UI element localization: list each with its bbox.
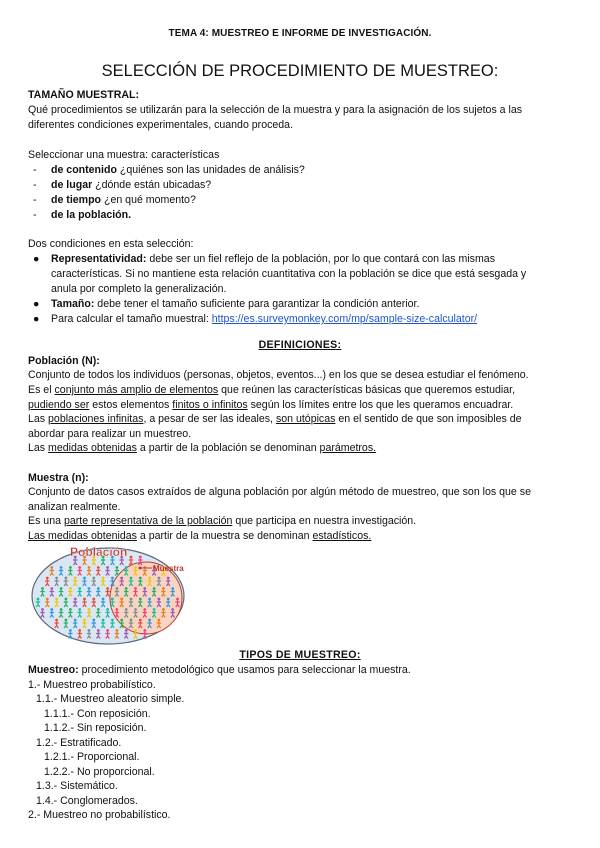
- types-list-item: 1.4.- Conglomerados.: [36, 795, 138, 807]
- paragraph-line: Las medidas obtenidas a partir de la muestra se denominan estadísticos.: [28, 530, 372, 542]
- sample-size-calculator-link[interactable]: https://es.surveymonkey.com/mp/sample-size-calculator/: [211, 313, 478, 325]
- paragraph-line: Las medidas obtenidas a partir de la población se denominan parámetros.: [28, 442, 377, 454]
- section-heading-tamano: TAMAÑO MUESTRAL:: [28, 89, 140, 101]
- page-title: SELECCIÓN DE PROCEDIMIENTO DE MUESTREO:: [101, 62, 499, 80]
- types-list-item: 1.3.- Sistemático.: [36, 780, 118, 792]
- characteristics-intro: Seleccionar una muestra: características: [28, 149, 220, 161]
- types-list-item: 1.1.2.- Sin reposición.: [44, 722, 147, 734]
- paragraph-line: Las poblaciones infinitas, a pesar de ser las ideales, son utópicas en el sentido de que son imposibles de: [28, 413, 522, 425]
- muestra-pointer-dot: [139, 567, 142, 570]
- paragraph-line: abordar para realizar un muestreo.: [28, 428, 192, 440]
- muestra-heading: Muestra (n):: [28, 472, 89, 484]
- list-item: - de la población.: [33, 209, 132, 221]
- types-list-item: 1.1.1.- Con reposición.: [44, 708, 151, 720]
- types-list-item: 1.2.2.- No proporcional.: [44, 766, 155, 778]
- paragraph-line: Conjunto de datos casos extraídos de alguna población por algún método de muestreo, que son los que se: [28, 486, 531, 498]
- bullet-dot-icon: ●: [33, 313, 40, 325]
- paragraph-line: analizan realmente.: [28, 501, 121, 513]
- paragraph-line: Conjunto de todos los individuos (personas, objetos, eventos...) en los que se desea estudiar el fenómeno.: [28, 369, 529, 381]
- types-list-item: 1.2.1.- Proporcional.: [44, 751, 140, 763]
- topic-header: TEMA 4: MUESTREO E INFORME DE INVESTIGACIÓN.: [168, 28, 432, 39]
- bullet-dot-icon: ●: [33, 253, 40, 265]
- types-list-item: 1.- Muestreo probabilístico.: [28, 679, 156, 691]
- list-item: - de lugar ¿dónde están ubicadas?: [33, 179, 212, 191]
- muestreo-definition: Muestreo: procedimiento metodológico que usamos para seleccionar la muestra.: [28, 664, 411, 676]
- paragraph-line: pudiendo ser estos elementos finitos o infinitos según los límites entre los que les queramos encuadrar.: [28, 399, 514, 411]
- population-sample-figure: [28, 542, 198, 647]
- bullet-item: ● Tamaño: debe tener el tamaño suficiente para garantizar la condición anterior.: [33, 298, 420, 310]
- types-list-item: 2.- Muestreo no probabilístico.: [28, 809, 171, 821]
- types-list-item: 1.2.- Estratificado.: [36, 737, 122, 749]
- conditions-intro: Dos condiciones en esta selección:: [28, 238, 194, 250]
- bullet-dot-icon: ●: [33, 298, 40, 310]
- poblacion-heading: Población (N):: [28, 355, 100, 367]
- paragraph-line: Qué procedimientos se utilizarán para la selección de la muestra y para la asignación de los sujetos a las: [28, 104, 523, 116]
- paragraph-line: Es el conjunto más amplio de elementos que reúnen las características básicas que queremos estudiar,: [28, 384, 516, 396]
- list-item: - de contenido ¿quiénes son las unidades de análisis?: [33, 164, 305, 176]
- list-item: - de tiempo ¿en qué momento?: [33, 194, 196, 206]
- types-heading: TIPOS DE MUESTREO:: [239, 649, 361, 661]
- definitions-heading: DEFINICIONES:: [258, 339, 342, 351]
- bullet-continuation: características. Si no mantiene esta relación cuantitativa con la población se dice que está sesgada y: [51, 268, 527, 280]
- paragraph-line: Es una parte representativa de la población que participa en nuestra investigación.: [28, 515, 417, 527]
- muestra-label: Muestra: [153, 564, 184, 573]
- bullet-item: ● Para calcular el tamaño muestral: https://es.surveymonkey.com/mp/sample-size-calculator/: [33, 313, 478, 325]
- poblacion-label: Población: [70, 545, 128, 559]
- types-list-item: 1.1.- Muestreo aleatorio simple.: [36, 693, 185, 705]
- bullet-item: ● Representatividad: debe ser un fiel reflejo de la población, por lo que contará con las mismas: [33, 253, 495, 265]
- bullet-continuation: anula por completo la generalización.: [51, 283, 227, 295]
- paragraph-line: diferentes condiciones experimentales, cuando proceda.: [28, 119, 294, 131]
